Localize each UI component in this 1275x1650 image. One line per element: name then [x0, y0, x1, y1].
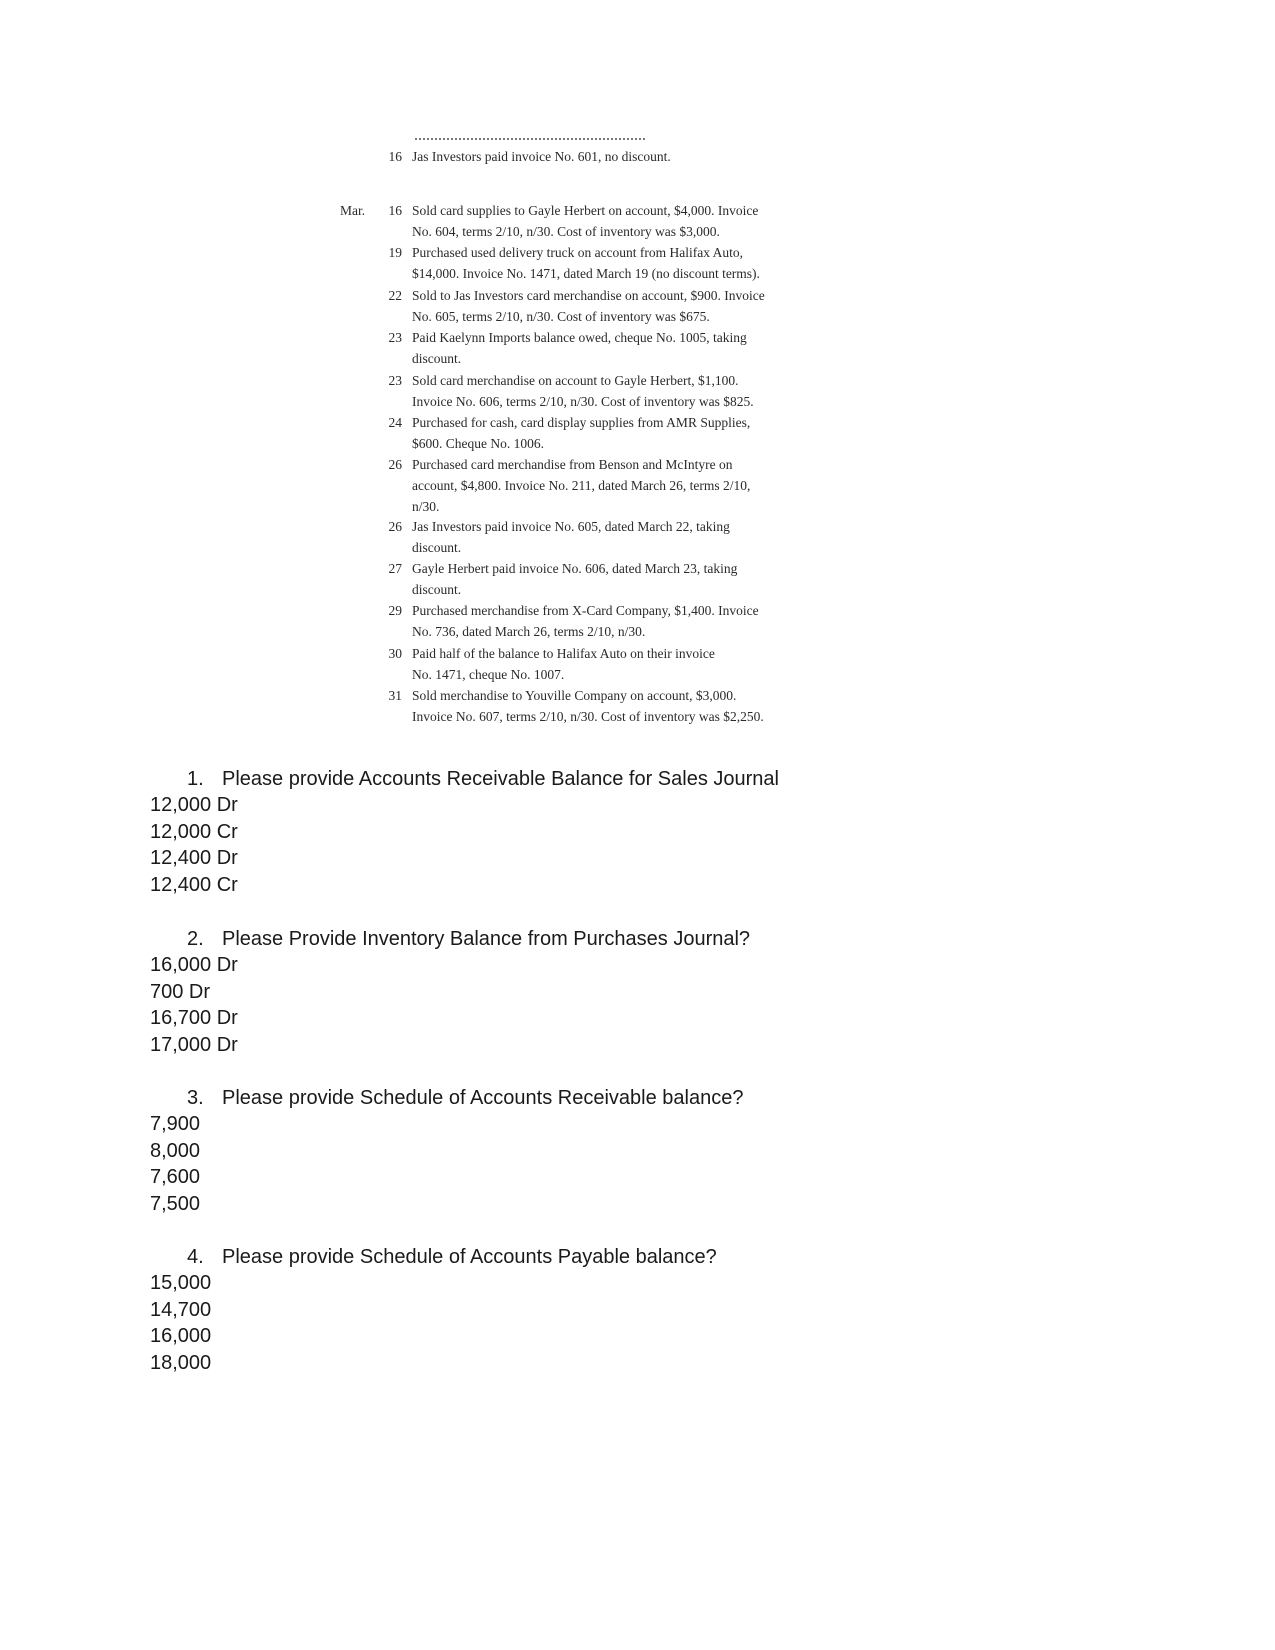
- entry-line: No. 1471, cheque No. 1007.: [412, 667, 565, 682]
- entry-day: 19: [388, 245, 402, 260]
- entry-day: 31: [388, 688, 402, 703]
- entry-line: Sold merchandise to Youville Company on account, $3,000.: [412, 688, 737, 703]
- question-prompt: [187, 768, 779, 791]
- entry-description: [412, 516, 812, 558]
- answer-option[interactable]: 16,700 Dr: [150, 1007, 238, 1029]
- entry-description: [412, 370, 812, 412]
- entry-line: Purchased card merchandise from Benson and McIntyre on: [412, 457, 733, 472]
- entry-day: 16: [388, 149, 402, 164]
- entry-line: No. 736, dated March 26, terms 2/10, n/30.: [412, 624, 646, 639]
- entry-description: [412, 558, 812, 600]
- answer-option[interactable]: 16,000: [150, 1325, 212, 1347]
- entry-day: 30: [388, 646, 402, 661]
- entry-day: 24: [388, 415, 402, 430]
- entry-description: [412, 643, 812, 685]
- entry-day: 29: [388, 603, 402, 618]
- entry-line: discount.: [412, 351, 462, 366]
- entry-line: discount.: [412, 582, 462, 597]
- entry-description: [412, 285, 812, 327]
- entry-description: [412, 685, 812, 727]
- entry-month: Mar.: [340, 203, 366, 218]
- entry-day: 26: [388, 457, 402, 472]
- entry-description: [412, 600, 812, 642]
- entry-description: [412, 454, 812, 517]
- question-number: 2.: [187, 928, 204, 950]
- entry-day: 23: [388, 373, 402, 388]
- entry-line: Purchased for cash, card display supplies from AMR Supplies,: [412, 415, 751, 430]
- entry-line: No. 604, terms 2/10, n/30. Cost of inventory was $3,000.: [412, 224, 720, 239]
- question-prompt: [187, 1246, 717, 1269]
- question-text: Please provide Accounts Receivable Balance for Sales Journal: [222, 768, 779, 790]
- question-number: 1.: [187, 768, 204, 790]
- entry-day: 22: [388, 288, 402, 303]
- question-prompt: [187, 1087, 743, 1110]
- answer-option[interactable]: 8,000: [150, 1139, 201, 1162]
- entry-line: $600. Cheque No. 1006.: [412, 436, 544, 451]
- entry-line: $14,000. Invoice No. 1471, dated March 19 (no discount terms).: [412, 266, 760, 281]
- answer-option[interactable]: 7,500: [150, 1192, 201, 1215]
- entry-line: Sold card supplies to Gayle Herbert on account, $4,000. Invoice: [412, 203, 759, 218]
- entry-line: Sold to Jas Investors card merchandise on account, $900. Invoice: [412, 288, 765, 303]
- entry-description: [412, 146, 812, 167]
- answer-option[interactable]: 12,400 Cr: [150, 873, 238, 896]
- entry-line: Paid Kaelynn Imports balance owed, cheque No. 1005, taking: [412, 330, 747, 345]
- answer-option[interactable]: 12,400 Dr: [150, 847, 238, 869]
- answer-option[interactable]: 17,000 Dr: [150, 1033, 238, 1056]
- entry-description: [412, 242, 812, 284]
- question-number: 3.: [187, 1087, 204, 1109]
- entry-line: Invoice No. 607, terms 2/10, n/30. Cost of inventory was $2,250.: [412, 709, 764, 724]
- question-text: Please Provide Inventory Balance from Purchases Journal?: [222, 928, 751, 950]
- answer-option[interactable]: 15,000: [150, 1272, 212, 1294]
- question-prompt: [187, 928, 750, 951]
- entry-line: Jas Investors paid invoice No. 601, no discount.: [412, 149, 671, 164]
- answer-option[interactable]: 12,000 Dr: [150, 794, 238, 816]
- question-text: Please provide Schedule of Accounts Receivable balance?: [222, 1087, 744, 1109]
- entry-line: Paid half of the balance to Halifax Auto on their invoice: [412, 646, 715, 661]
- entry-line: Jas Investors paid invoice No. 605, dated March 22, taking: [412, 519, 730, 534]
- entry-line: account, $4,800. Invoice No. 211, dated March 26, terms 2/10,: [412, 478, 751, 493]
- answer-option[interactable]: 7,600: [150, 1166, 201, 1188]
- answer-option[interactable]: 12,000 Cr: [150, 820, 238, 843]
- entry-line: No. 605, terms 2/10, n/30. Cost of inventory was $675.: [412, 309, 710, 324]
- entry-day: 23: [388, 330, 402, 345]
- entry-description: [412, 412, 812, 454]
- entry-line: Invoice No. 606, terms 2/10, n/30. Cost of inventory was $825.: [412, 394, 754, 409]
- entry-line: Gayle Herbert paid invoice No. 606, dated March 23, taking: [412, 561, 738, 576]
- entry-day: 26: [388, 519, 402, 534]
- answer-option[interactable]: 700 Dr: [150, 980, 211, 1003]
- answer-option[interactable]: 7,900: [150, 1113, 201, 1135]
- entry-line: Purchased merchandise from X-Card Company, $1,400. Invoice: [412, 603, 759, 618]
- question-number: 4.: [187, 1246, 204, 1268]
- entry-day: 16: [388, 203, 402, 218]
- answer-option[interactable]: 18,000: [150, 1351, 212, 1374]
- entry-line: n/30.: [412, 499, 440, 514]
- answer-option[interactable]: 14,700: [150, 1298, 212, 1321]
- entry-description: [412, 327, 812, 369]
- entry-line: Purchased used delivery truck on account from Halifax Auto,: [412, 245, 744, 260]
- entry-line: Sold card merchandise on account to Gayle Herbert, $1,100.: [412, 373, 739, 388]
- answer-option[interactable]: 16,000 Dr: [150, 954, 238, 976]
- entry-day: 27: [388, 561, 402, 576]
- question-text: Please provide Schedule of Accounts Payable balance?: [222, 1246, 717, 1268]
- cut-off-line: [415, 138, 645, 144]
- entry-description: [412, 200, 812, 242]
- entry-line: discount.: [412, 540, 462, 555]
